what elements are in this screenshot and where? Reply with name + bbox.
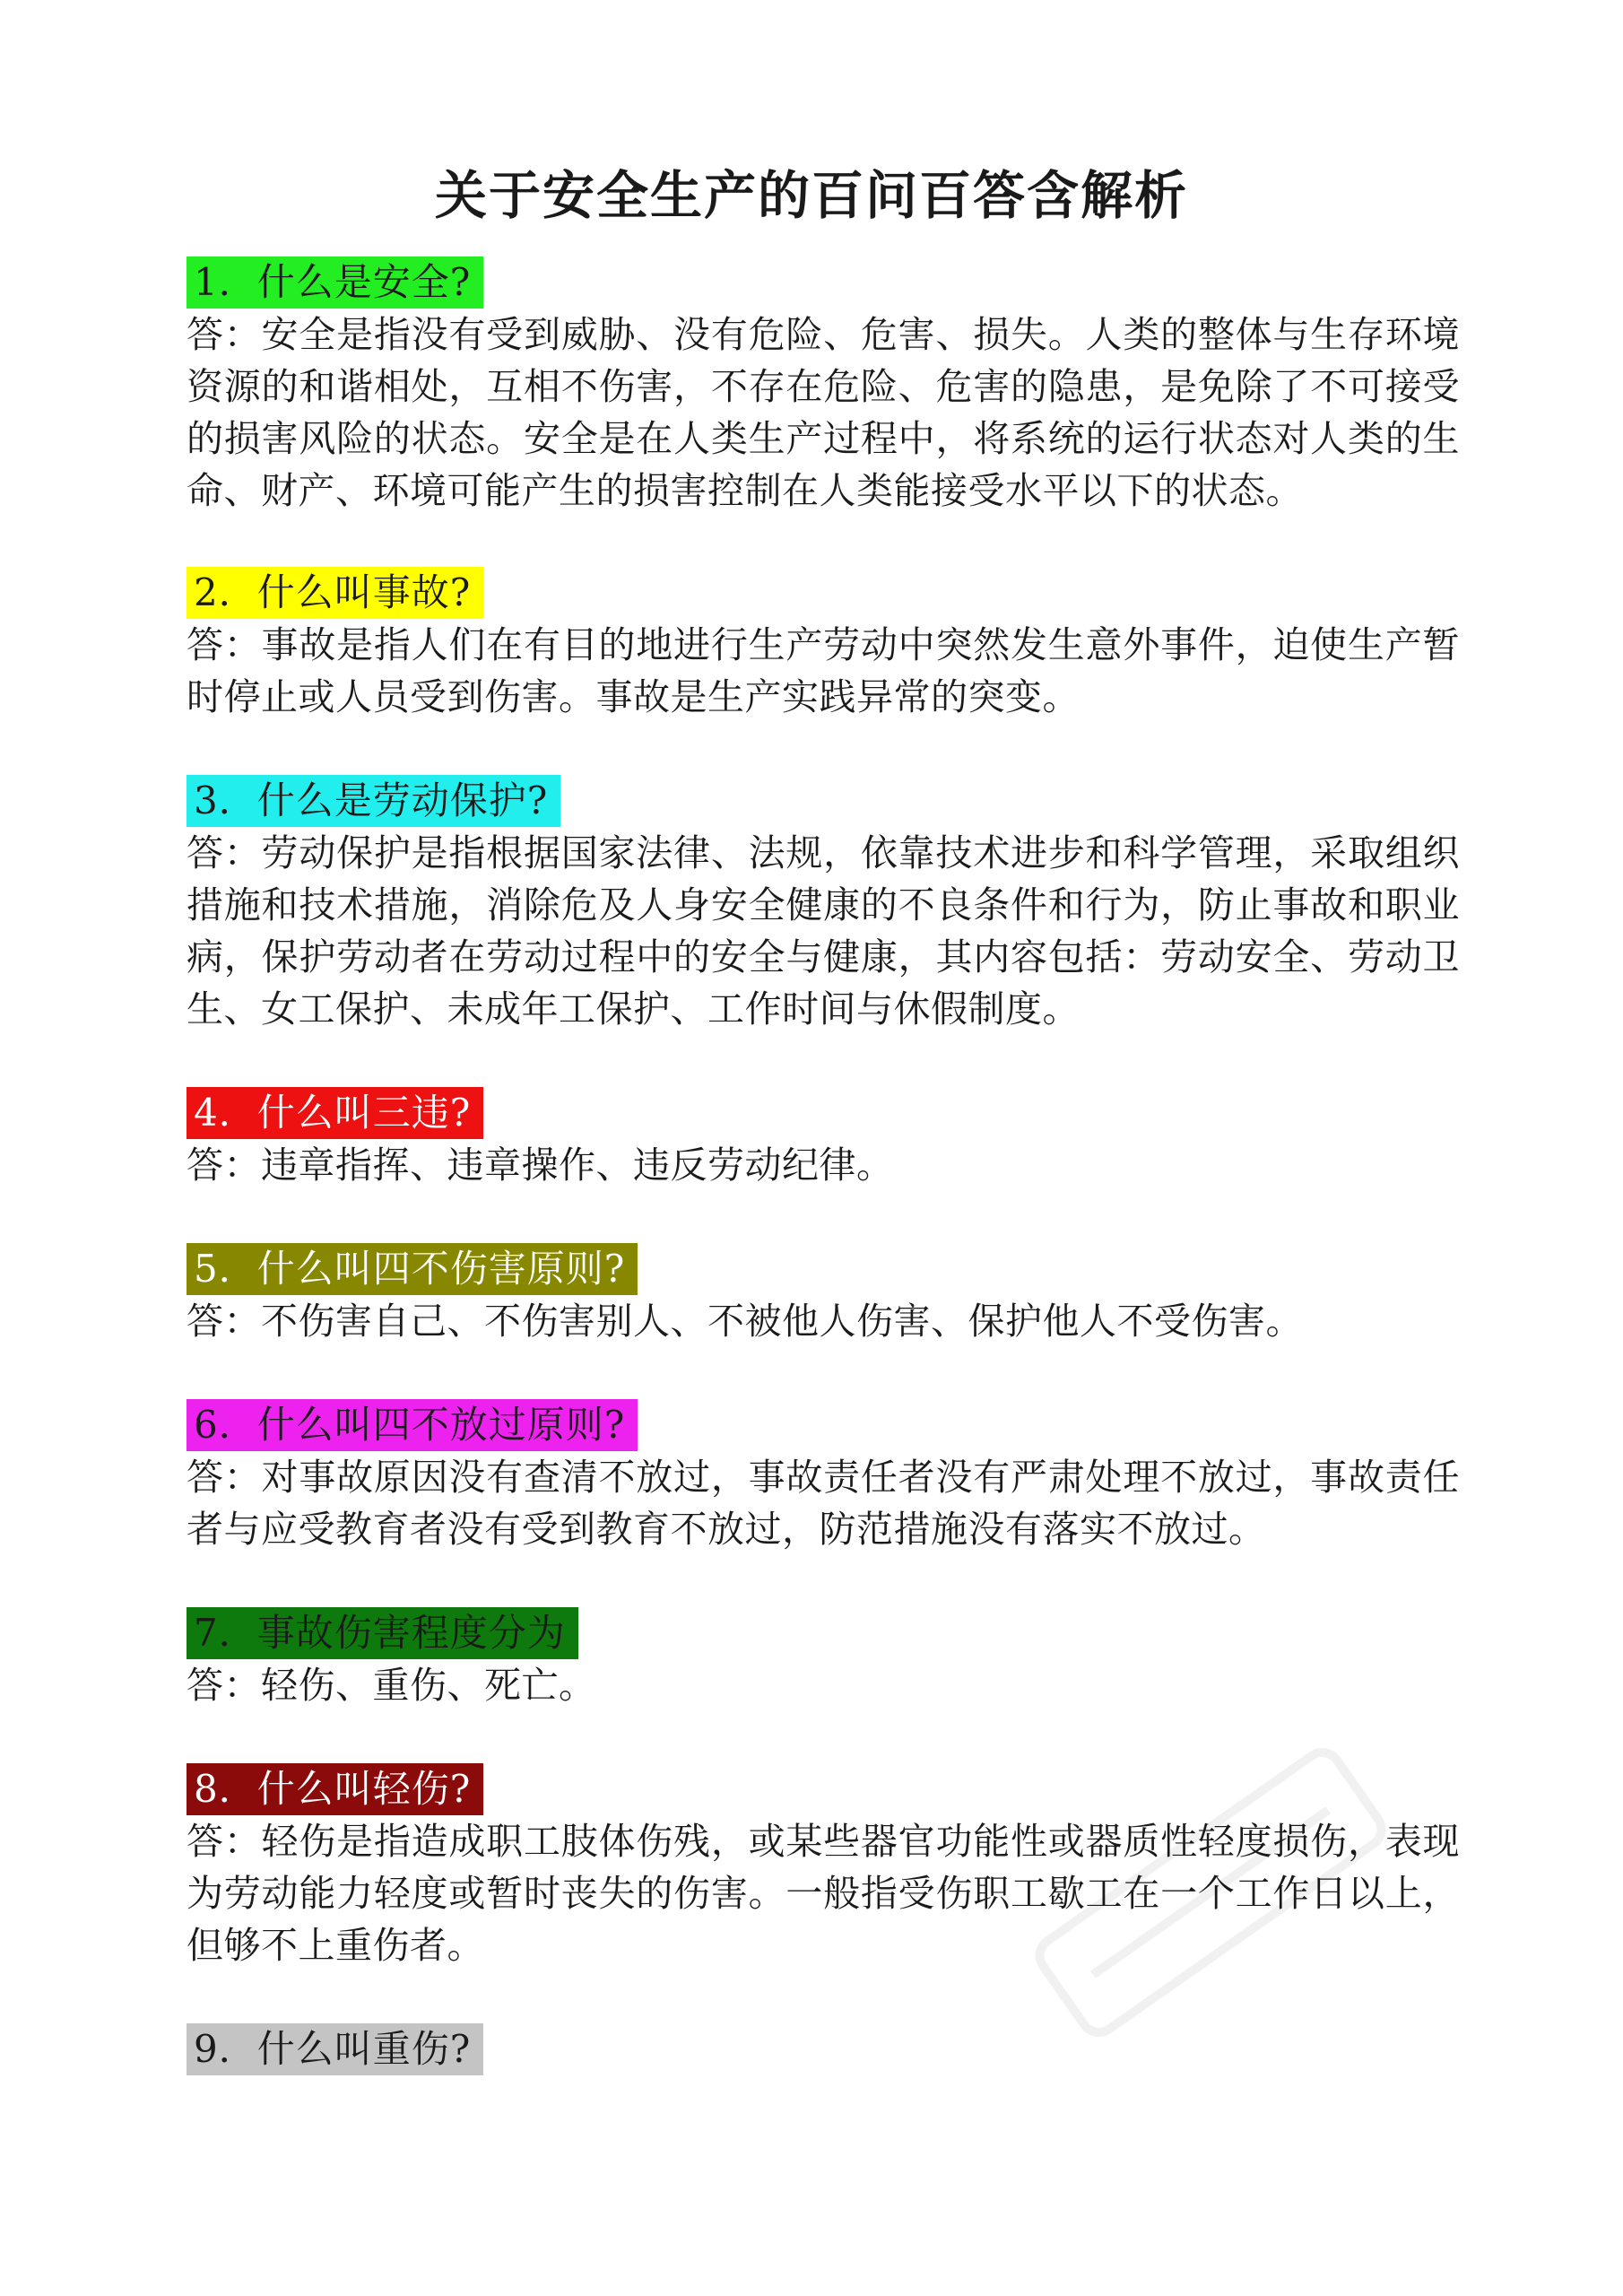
question-6: 6．什么叫四不放过原则?: [187, 1399, 638, 1451]
qa-item-4: [187, 1087, 1460, 1191]
answer-8: 答：轻伤是指造成职工肢体伤残，或某些器官功能性或器质性轻度损伤，表现为劳动能力轻度或暂时丧失的伤害。一般指受伤职工歇工在一个工作日以上，但够不上重伤者。: [187, 1820, 1460, 1967]
answer-5: 答：不伤害自己、不伤害别人、不被他人伤害、保护他人不受伤害。: [187, 1300, 1303, 1343]
answer-2: 答：事故是指人们在有目的地进行生产劳动中突然发生意外事件，迫使生产暂时停止或人员受到伤害。事故是生产实践异常的突变。: [187, 623, 1460, 718]
qa-item-9: [187, 2023, 1460, 2075]
question-7: 7．事故伤害程度分为: [187, 1607, 578, 1659]
answer-4: 答：违章指挥、违章操作、违反劳动纪律。: [187, 1144, 894, 1187]
answer-1: 答：安全是指没有受到威胁、没有危险、危害、损失。人类的整体与生存环境资源的和谐相处，互相不伤害，不存在危险、危害的隐患，是免除了不可接受的损害风险的状态。安全是在人类生产过程中，将系统的运行状态对人类的生命、财产、环境可能产生的损害控制在人类能接受水平以下的状态。: [187, 313, 1460, 512]
question-2: 2．什么叫事故?: [187, 567, 483, 619]
qa-item-7: [187, 1607, 1460, 1711]
qa-item-6: [187, 1399, 1460, 1555]
question-3: 3．什么是劳动保护?: [187, 775, 560, 827]
question-5: 5．什么叫四不伤害原则?: [187, 1243, 638, 1295]
qa-item-5: [187, 1243, 1460, 1347]
qa-item-2: [187, 567, 1460, 723]
question-1: 1．什么是安全?: [187, 257, 483, 309]
document-title: 关于安全生产的百问百答含解析: [434, 165, 1188, 226]
answer-7: 答：轻伤、重伤、死亡。: [187, 1664, 596, 1707]
answer-3: 答：劳动保护是指根据国家法律、法规，依靠技术进步和科学管理，采取组织措施和技术措施，消除危及人身安全健康的不良条件和行为，防止事故和职业病，保护劳动者在劳动过程中的安全与健康，其内容包括：劳动安全、劳动卫生、女工保护、未成年工保护、工作时间与休假制度。: [187, 831, 1460, 1031]
question-4: 4．什么叫三违?: [187, 1087, 483, 1139]
qa-item-1: [187, 257, 1460, 517]
answer-6: 答：对事故原因没有查清不放过，事故责任者没有严肃处理不放过，事故责任者与应受教育者没有受到教育不放过，防范措施没有落实不放过。: [187, 1456, 1460, 1551]
question-9: 9．什么叫重伤?: [187, 2023, 483, 2075]
qa-item-3: [187, 775, 1460, 1035]
question-8: 8．什么叫轻伤?: [187, 1763, 483, 1815]
qa-item-8: [187, 1763, 1460, 1971]
